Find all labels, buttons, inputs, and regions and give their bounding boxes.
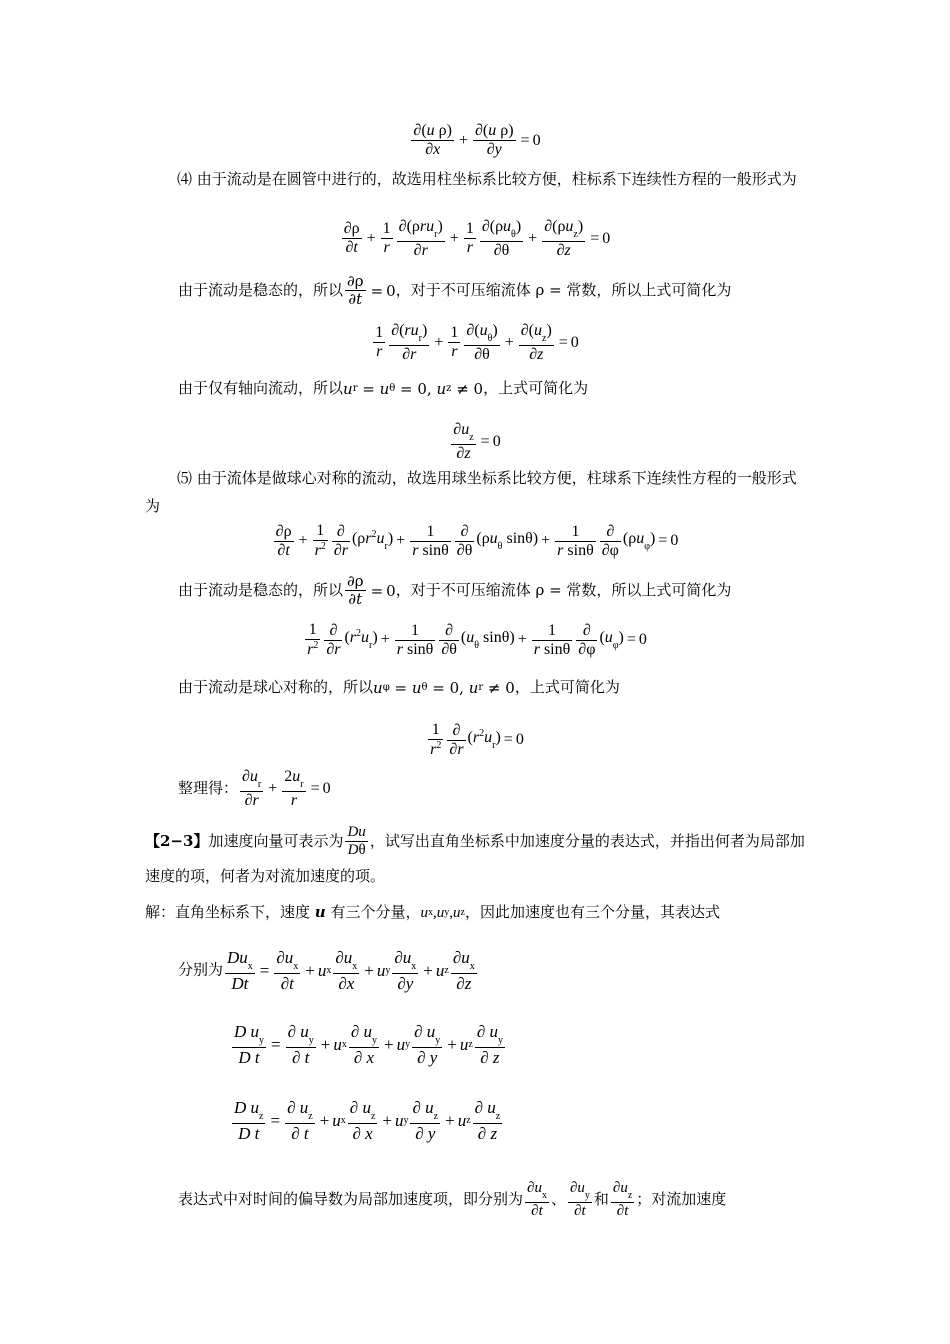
equation-spherical-general: $\frac{\partial\rho}{\partial t}$ + $\frac{1}{r^2}$ $\frac{\partial}{\partial r}$ $(\rho r^2u_r)$ + $\frac{1}{\text{r sinθ}}$ $\frac{\partial}{\partial\theta}$ ($\rho u_\theta$ sinθ) + $\frac{1}{\text{r sinθ}}$ $\frac{\partial}{\partial\varphi}$ $(\rho u_\varphi)$ = 0: [275, 522, 679, 560]
solution-intro: 解：直角坐标系下，速度 u 有三个分量， u x , u y , u z ，因此加速度也有三个分量，其表达式: [145, 903, 720, 921]
paragraph-4-intro: ⑷ 由于流动是在圆管中进行的，故选用柱坐标系比较方便，柱标系下连续性方程的一般形式为: [177, 170, 797, 188]
paragraph-5-intro: ⑸ 由于流体是做球心对称的流动，故选用球坐标系比较方便，柱球系下连续性方程的一般形式为: [145, 469, 797, 515]
paragraph-4-steady: 由于流动是稳态的，所以 $\frac{\partial\rho}{\partial t}$ = 0，对于不可压缩流体 ρ = 常数，所以上式可简化为: [178, 272, 732, 309]
equation-acceleration-z: $\frac{D u_z}{\text{D t}}$ = $\frac{\partial u_z}{\partial t}$ + u x $\frac{\partial u_z}{\partial x}$ + u y $\frac{\partial u_z}{\partial y}$ + u z $\frac{\partial u_z}{\partial z}$: [234, 1098, 501, 1143]
paragraph-local-acceleration: 表达式中对时间的偏导数为局部加速度项，即分别为 $\frac{\partial u_x}{\partial t}$ 、 $\frac{\partial u_y}{\partial t}$ 和 $\frac{\partial u_z}{\partial t}$ ；对流加速度: [178, 1180, 727, 1219]
question-2-3: 【2−3】加速度向量可表示为 $\frac{Du}{D\theta}$ ，试写出直角坐标系中加速度分量的表达式，并指出何者为局部加速度的项，何者为对流加速度的项。: [145, 824, 805, 885]
equation-spherical-result: $\frac{1}{r^2}$ $\frac{\partial}{\partial r}$ $(r^2u_r)$ = 0: [430, 721, 524, 759]
equation-acceleration-x: 分别为 $\frac{Du_x}{Dt}$ = $\frac{\partial u_x}{\partial t}$ + u x $\frac{\partial u_x}{\partial x}$ + u y $\frac{\partial u_x}{\partial y}$ + u z $\frac{\partial u_x}{\partial z}$: [178, 948, 475, 993]
paragraph-4-axial: 由于仅有轴向流动，所以 u r = u θ = 0, u z ≠ 0，上式可简化为: [178, 379, 589, 398]
paragraph-5-arranged: 整理得： $\frac{\partial u_r}{\partial r}$ + $\frac{2u_r}{r}$ = 0: [178, 768, 331, 809]
equation-acceleration-y: $\frac{D u_y}{\text{D t}}$ = $\frac{\partial u_y}{\partial t}$ + u x $\frac{\partial u_y}{\partial x}$ + u y $\frac{\partial u_y}{\partial y}$ + u z $\frac{\partial u_y}{\partial z}$: [234, 1022, 503, 1067]
equation-axial-result: $\frac{\partial u_z}{\partial z}$ = 0: [453, 421, 501, 462]
paragraph-5-steady: 由于流动是稳态的，所以 $\frac{\partial\rho}{\partial t}$ = 0，对于不可压缩流体 ρ = 常数，所以上式可简化为: [178, 572, 732, 609]
paragraph-5-symmetric: 由于流动是球心对称的，所以 u φ = u θ = 0, u r ≠ 0，上式可简化为: [178, 678, 620, 697]
equation-spherical-incompressible: $\frac{1}{r^2}$ $\frac{\partial}{\partial r}$ $(r^2u_r)$ + $\frac{1}{\text{r sinθ}}$ $\frac{\partial}{\partial\theta}$ ($u_\theta$ sinθ) + $\frac{1}{\text{r sinθ}}$ $\frac{\partial}{\partial\varphi}$ $(u_\varphi)$ = 0: [307, 621, 647, 659]
equation-continuity-2d: $\frac{\text{∂(u ρ)}}{\partial x}$ + $\frac{\text{∂(u ρ)}}{\partial y}$ = 0: [413, 122, 541, 159]
equation-cylindrical-general: $\frac{\partial\rho}{\partial t}$ + $\frac{1}{r}$ $\frac{\partial(\rho ru_r)}{\partial r}$ + $\frac{1}{r}$ $\frac{\partial(\rho u_\theta)}{\partial\theta}$ + $\frac{\partial(\rho u_z)}{\partial z}$ = 0: [343, 218, 611, 259]
equation-cylindrical-incompressible: $\frac{1}{r}$ $\frac{\partial(ru_r)}{\partial r}$ + $\frac{1}{r}$ $\frac{\partial(u_\theta)}{\partial\theta}$ + $\frac{\partial(u_z)}{\partial z}$ = 0: [375, 322, 579, 363]
